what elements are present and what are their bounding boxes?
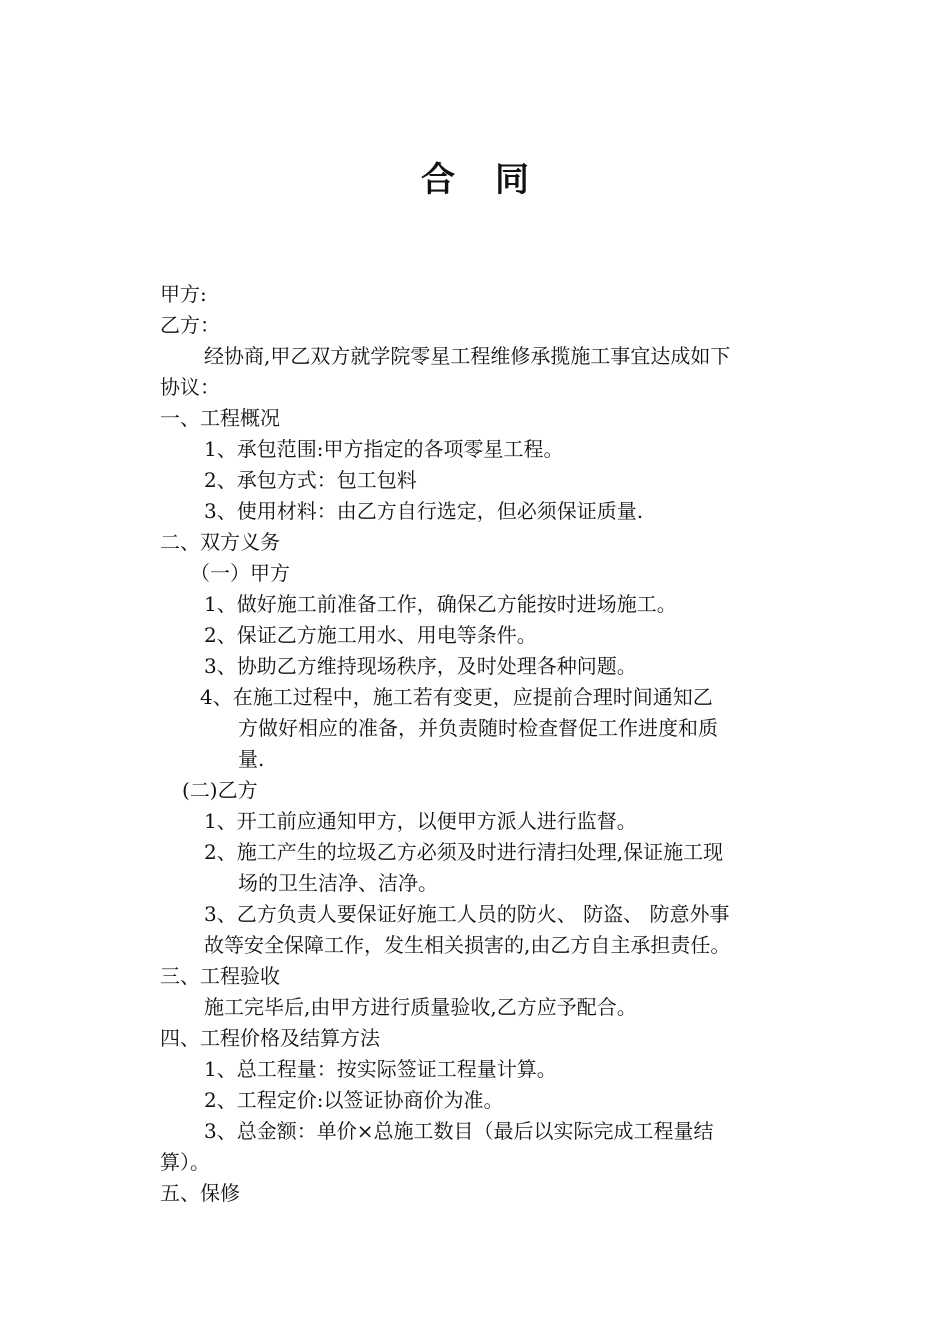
section-2-a-item-2: 2、保证乙方施工用水、用电等条件。 <box>204 623 537 647</box>
section-2-a-item-1: 1、做好施工前准备工作，确保乙方能按时进场施工。 <box>204 592 677 616</box>
section-2-b-item-2-line-1: 2、施工产生的垃圾乙方必须及时进行清扫处理,保证施工现 <box>204 840 724 864</box>
party-a-line: 甲方: <box>160 282 207 306</box>
section-4-heading: 四、工程价格及结算方法 <box>160 1026 380 1050</box>
section-3-text: 施工完毕后,由甲方进行质量验收,乙方应予配合。 <box>204 995 637 1019</box>
section-3-heading: 三、工程验收 <box>160 964 280 988</box>
document-title: 合同 <box>421 160 569 200</box>
section-1-item-3: 3、使用材料：由乙方自行选定，但必须保证质量. <box>204 499 644 523</box>
section-2-a-item-4-line-1: 4、在施工过程中，施工若有变更，应提前合理时间通知乙 <box>200 685 713 709</box>
document-body <box>160 279 800 1209</box>
section-2-heading: 二、双方义务 <box>160 530 280 554</box>
section-2-b-item-1: 1、开工前应通知甲方，以便甲方派人进行监督。 <box>204 809 637 833</box>
section-5-heading: 五、保修 <box>160 1181 240 1205</box>
section-2-b-item-2-line-2: 场的卫生洁净、洁净。 <box>238 871 438 895</box>
section-1-heading: 一、工程概况 <box>160 406 280 430</box>
section-2-b-item-3-line-1: 3、乙方负责人要保证好施工人员的防火、 防盗、 防意外事 <box>204 902 730 926</box>
section-2-b-item-3-line-2: 故等安全保障工作，发生相关损害的,由乙方自主承担责任。 <box>204 933 731 957</box>
intro-line-1: 经协商,甲乙双方就学院零星工程维修承揽施工事宜达成如下 <box>204 344 731 368</box>
section-4-item-3-line-1: 3、总金额：单价×总施工数目（最后以实际完成工程量结 <box>204 1119 714 1143</box>
section-1-item-2: 2、承包方式：包工包料 <box>204 468 417 492</box>
party-b-line: 乙方： <box>160 313 220 337</box>
section-4-item-3-line-2: 算）。 <box>160 1150 210 1174</box>
section-2-a-item-4-line-2: 方做好相应的准备，并负责随时检查督促工作进度和质 <box>238 716 718 740</box>
intro-line-2: 协议： <box>160 375 220 399</box>
section-2-a-item-4-line-3: 量. <box>238 747 265 771</box>
section-2-subheading-a: （一）甲方 <box>190 561 290 585</box>
section-2-subheading-b: (二)乙方 <box>182 778 258 802</box>
section-4-item-1: 1、总工程量：按实际签证工程量计算。 <box>204 1057 557 1081</box>
section-4-item-2: 2、工程定价:以签证协商价为准。 <box>204 1088 504 1112</box>
section-1-item-1: 1、承包范围:甲方指定的各项零星工程。 <box>204 437 564 461</box>
section-2-a-item-3: 3、协助乙方维持现场秩序，及时处理各种问题。 <box>204 654 637 678</box>
